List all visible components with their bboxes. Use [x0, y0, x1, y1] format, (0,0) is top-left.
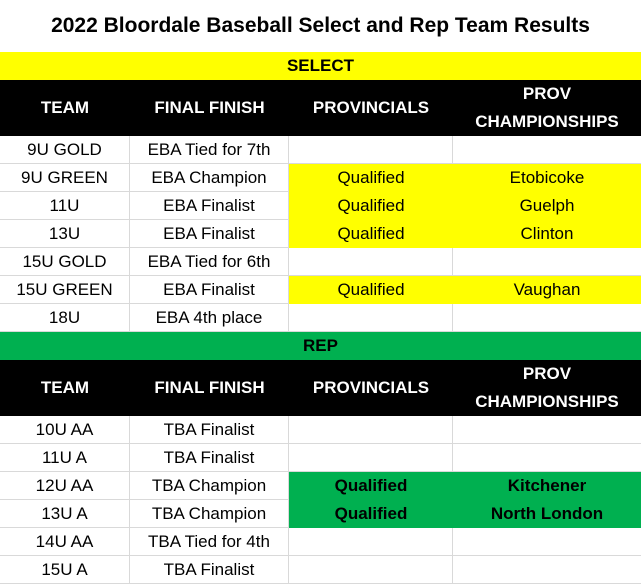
rep-rows — [0, 416, 641, 584]
cell-prov-championships[interactable]: Etobicoke — [453, 164, 641, 192]
cell-team[interactable]: 13U A — [0, 500, 130, 528]
cell-prov-championships[interactable] — [453, 556, 641, 584]
cell-prov-championships[interactable]: Guelph — [453, 192, 641, 220]
cell-prov-championships[interactable]: North London — [453, 500, 641, 528]
cell-final-finish[interactable]: EBA Champion — [130, 164, 289, 192]
cell-team[interactable]: 15U GREEN — [0, 276, 130, 304]
cell-provincials[interactable] — [289, 556, 453, 584]
rep-section-label[interactable]: REP — [0, 332, 641, 360]
table-row — [0, 500, 641, 528]
cell-provincials[interactable]: Qualified — [289, 192, 453, 220]
cell-final-finish[interactable]: EBA Finalist — [130, 192, 289, 220]
header-provincials[interactable]: PROVINCIALS — [312, 378, 430, 397]
cell-provincials[interactable] — [289, 136, 453, 164]
cell-final-finish[interactable]: EBA Finalist — [130, 276, 289, 304]
table-row — [0, 444, 641, 472]
cell-team[interactable]: 15U A — [0, 556, 130, 584]
table-row — [0, 276, 641, 304]
header-final-finish[interactable]: FINAL FINISH — [154, 378, 265, 397]
cell-team[interactable]: 10U AA — [0, 416, 130, 444]
rep-header-row — [0, 360, 641, 416]
cell-provincials[interactable] — [289, 444, 453, 472]
cell-final-finish[interactable]: TBA Finalist — [130, 444, 289, 472]
cell-final-finish[interactable]: EBA Finalist — [130, 220, 289, 248]
cell-prov-championships[interactable] — [453, 444, 641, 472]
cell-team[interactable]: 9U GOLD — [0, 136, 130, 164]
header-prov-line2: CHAMPIONSHIPS — [475, 392, 619, 411]
header-team[interactable]: TEAM — [40, 378, 90, 397]
cell-prov-championships[interactable] — [453, 136, 641, 164]
table-row — [0, 416, 641, 444]
table-row — [0, 136, 641, 164]
cell-team[interactable]: 12U AA — [0, 472, 130, 500]
cell-provincials[interactable]: Qualified — [289, 220, 453, 248]
header-prov-line2: CHAMPIONSHIPS — [475, 112, 619, 131]
header-prov-line1: PROV — [522, 364, 572, 383]
table-row — [0, 248, 641, 276]
table-row — [0, 192, 641, 220]
header-provincials[interactable]: PROVINCIALS — [312, 98, 430, 117]
cell-team[interactable]: 14U AA — [0, 528, 130, 556]
cell-prov-championships[interactable] — [453, 416, 641, 444]
cell-provincials[interactable]: Qualified — [289, 276, 453, 304]
cell-final-finish[interactable]: EBA Tied for 6th — [130, 248, 289, 276]
select-header-row — [0, 80, 641, 136]
cell-final-finish[interactable]: TBA Champion — [130, 472, 289, 500]
cell-final-finish[interactable]: TBA Tied for 4th — [130, 528, 289, 556]
header-prov-championships[interactable] — [453, 360, 641, 416]
cell-provincials[interactable] — [289, 248, 453, 276]
cell-final-finish[interactable]: EBA 4th place — [130, 304, 289, 332]
cell-provincials[interactable]: Qualified — [289, 500, 453, 528]
cell-prov-championships[interactable]: Clinton — [453, 220, 641, 248]
cell-provincials[interactable] — [289, 416, 453, 444]
cell-provincials[interactable]: Qualified — [289, 164, 453, 192]
table-row — [0, 164, 641, 192]
header-prov-line1: PROV — [522, 84, 572, 103]
table-row — [0, 472, 641, 500]
cell-final-finish[interactable]: TBA Finalist — [130, 416, 289, 444]
cell-provincials[interactable] — [289, 528, 453, 556]
cell-team[interactable]: 13U — [0, 220, 130, 248]
cell-final-finish[interactable]: TBA Champion — [130, 500, 289, 528]
cell-final-finish[interactable]: TBA Finalist — [130, 556, 289, 584]
select-rows — [0, 136, 641, 332]
select-section-label[interactable]: SELECT — [0, 52, 641, 80]
cell-prov-championships[interactable] — [453, 248, 641, 276]
page-title: 2022 Bloordale Baseball Select and Rep Team Results — [51, 14, 590, 37]
table-row — [0, 528, 641, 556]
cell-provincials[interactable] — [289, 304, 453, 332]
cell-provincials[interactable]: Qualified — [289, 472, 453, 500]
cell-team[interactable]: 11U — [0, 192, 130, 220]
cell-prov-championships[interactable] — [453, 528, 641, 556]
cell-prov-championships[interactable]: Vaughan — [453, 276, 641, 304]
cell-final-finish[interactable]: EBA Tied for 7th — [130, 136, 289, 164]
cell-team[interactable]: 11U A — [0, 444, 130, 472]
header-final-finish[interactable]: FINAL FINISH — [154, 98, 265, 117]
table-row — [0, 304, 641, 332]
cell-team[interactable]: 15U GOLD — [0, 248, 130, 276]
table-row — [0, 220, 641, 248]
cell-prov-championships[interactable]: Kitchener — [453, 472, 641, 500]
table-row — [0, 556, 641, 584]
header-prov-championships[interactable] — [453, 80, 641, 136]
header-team[interactable]: TEAM — [40, 98, 90, 117]
cell-prov-championships[interactable] — [453, 304, 641, 332]
cell-team[interactable]: 9U GREEN — [0, 164, 130, 192]
cell-team[interactable]: 18U — [0, 304, 130, 332]
